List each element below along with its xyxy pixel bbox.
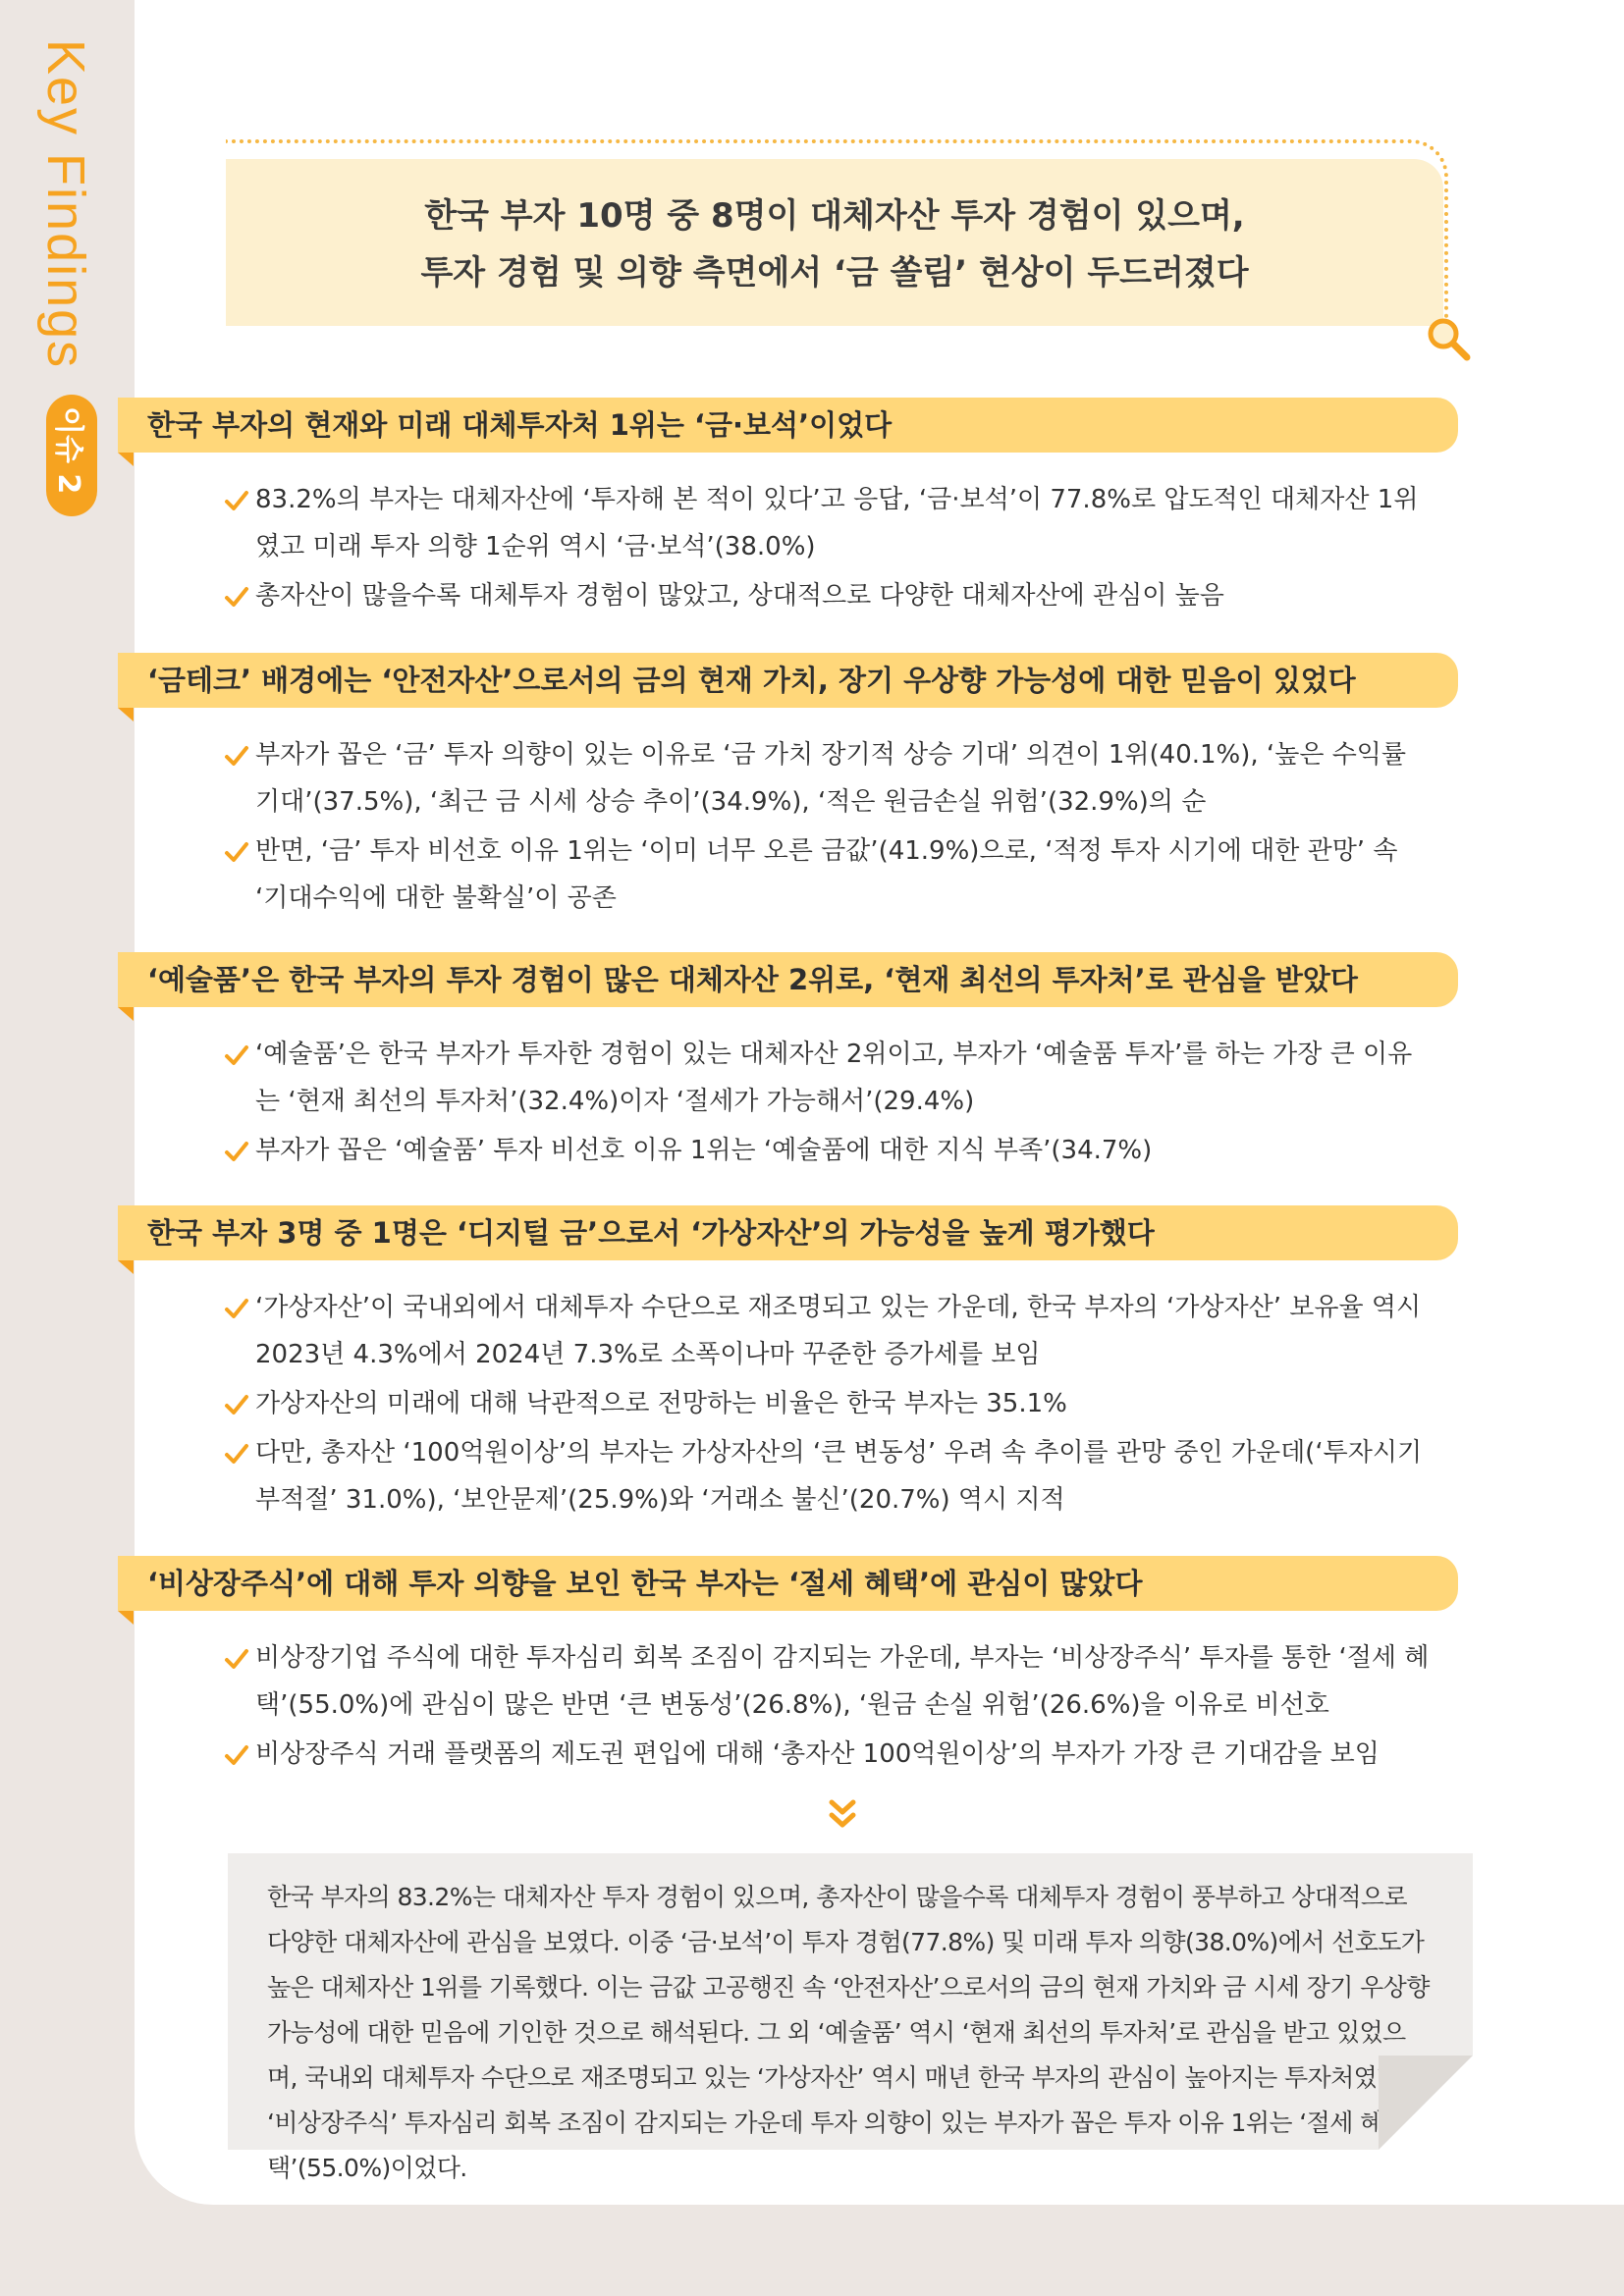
section-bullets-3 <box>224 1031 1432 1176</box>
check-icon <box>224 1646 249 1672</box>
section-tab <box>118 1007 134 1021</box>
section-title: 한국 부자의 현재와 미래 대체투자처 1위는 ‘금·보석’이었다 <box>147 408 893 442</box>
summary-text: 한국 부자의 83.2%는 대체자산 투자 경험이 있으며, 총자산이 많을수록 대체투자 경험이 풍부하고 상대적으로 다양한 대체자산에 관심을 보였다. 이중 ‘금·보석’이 투자 경험(77.8%) 및 미래 투자 의향(38.0%)에서 선호도가 높은 대체자산 1위를 기록했다. 이는 금값 고공행진 속 ‘안전자산’으로서의 금의 현재 가치와 금 시세 장기 우상향 가능성에 대한 믿음에 기인한 것으로 해석된다. 그 외 ‘예술품’ 역시 ‘현재 최선의 투자처’로 관심을 받고 있었으며, 국내외 대체투자 수단으로 재조명되고 있는 ‘가상자산’ 역시 매년 한국 부자의 관심이 높아지는 투자처였다. ‘비상장주식’ 투자심리 회복 조짐이 감지되는 가운데 투자 의향이 있는 부자가 꼽은 투자 이유 1위는 ‘절세 혜택’(55.0%)이었다. <box>267 1883 1430 2182</box>
section-bullets-5 <box>224 1634 1432 1780</box>
section-header-1 <box>118 398 1458 453</box>
bullet-item: 다만, 총자산 ‘100억원이상’의 부자는 가상자산의 ‘큰 변동성’ 우려 속 추이를 관망 중인 가운데(‘투자시기 부적절’ 31.0%), ‘보안문제’(25.9%)와 ‘거래소 불신’(20.7%) 역시 지적 <box>224 1429 1432 1523</box>
summary-box <box>228 1853 1473 2182</box>
section-header-4 <box>118 1205 1458 1260</box>
section-title: ‘금테크’ 배경에는 ‘안전자산’으로서의 금의 현재 가치, 장기 우상향 가능성에 대한 믿음이 있었다 <box>147 664 1356 697</box>
bullet-item: 비상장기업 주식에 대한 투자심리 회복 조짐이 감지되는 가운데, 부자는 ‘비상장주식’ 투자를 통한 ‘절세 혜택’(55.0%)에 관심이 많은 반면 ‘큰 변동성’(26.8%), ‘원금 손실 위험’(26.6%)을 이유로 비선호 <box>224 1634 1432 1729</box>
check-icon <box>224 584 249 610</box>
issue-badge-text: 이슈 2 <box>51 406 85 495</box>
side-title-text: Key Findings <box>36 39 95 370</box>
section-tab <box>118 1260 134 1274</box>
check-icon <box>224 488 249 513</box>
bullet-item: ‘가상자산’이 국내외에서 대체투자 수단으로 재조명되고 있는 가운데, 한국 부자의 ‘가상자산’ 보유율 역시 2023년 4.3%에서 2024년 7.3%로 소폭이나마 꾸준한 증가세를 보임 <box>224 1284 1432 1378</box>
section-title: 한국 부자 3명 중 1명은 ‘디지털 금’으로서 ‘가상자산’의 가능성을 높게 평가했다 <box>147 1216 1155 1250</box>
issue-badge <box>46 395 97 516</box>
section-tab <box>118 1611 134 1625</box>
bullet-item: 총자산이 많을수록 대체투자 경험이 많았고, 상대적으로 다양한 대체자산에 관심이 높음 <box>224 572 1432 619</box>
section-title: ‘비상장주식’에 대해 투자 의향을 보인 한국 부자는 ‘절세 혜택’에 관심이 많았다 <box>147 1567 1143 1600</box>
side-title <box>22 39 110 383</box>
headline-line-1: 한국 부자 10명 중 8명이 대체자산 투자 경험이 있으며, <box>424 196 1245 236</box>
section-bullets-4 <box>224 1284 1432 1525</box>
bullet-item: 반면, ‘금’ 투자 비선호 이유 1위는 ‘이미 너무 오른 금값’(41.9%)으로, ‘적정 투자 시기에 대한 관망’ 속 ‘기대수익에 대한 불확실’이 공존 <box>224 828 1432 922</box>
check-icon <box>224 1441 249 1467</box>
section-header-2 <box>118 653 1458 708</box>
check-icon <box>224 1742 249 1768</box>
section-header-3 <box>118 952 1458 1007</box>
section-bullets-1 <box>224 476 1432 621</box>
headline-box <box>226 139 1448 326</box>
bullet-item: 비상장주식 거래 플랫폼의 제도권 편입에 대해 ‘총자산 100억원이상’의 부자가 가장 큰 기대감을 보임 <box>224 1731 1432 1778</box>
magnifier-icon <box>1424 314 1473 363</box>
bullet-item: 83.2%의 부자는 대체자산에 ‘투자해 본 적이 있다’고 응답, ‘금·보석’이 77.8%로 압도적인 대체자산 1위였고 미래 투자 의향 1순위 역시 ‘금·보석’(38.0%) <box>224 476 1432 570</box>
check-icon <box>224 1392 249 1417</box>
bullet-item: 가상자산의 미래에 대해 낙관적으로 전망하는 비율은 한국 부자는 35.1% <box>224 1380 1432 1427</box>
check-icon <box>224 839 249 865</box>
page-fold <box>1379 2056 1473 2150</box>
section-bullets-2 <box>224 731 1432 924</box>
headline-line-2: 투자 경험 및 의향 측면에서 ‘금 쏠림’ 현상이 두드러졌다 <box>420 253 1249 293</box>
section-title: ‘예술품’은 한국 부자의 투자 경험이 많은 대체자산 2위로, ‘현재 최선의 투자처’로 관심을 받았다 <box>147 963 1358 996</box>
section-tab <box>118 453 134 466</box>
bullet-item: 부자가 꼽은 ‘예술품’ 투자 비선호 이유 1위는 ‘예술품에 대한 지식 부족’(34.7%) <box>224 1127 1432 1174</box>
double-chevron-down-icon <box>828 1798 857 1832</box>
section-tab <box>118 708 134 721</box>
check-icon <box>224 1042 249 1068</box>
headline <box>226 187 1443 301</box>
section-header-5 <box>118 1556 1458 1611</box>
bullet-item: 부자가 꼽은 ‘금’ 투자 의향이 있는 이유로 ‘금 가치 장기적 상승 기대’ 의견이 1위(40.1%), ‘높은 수익률 기대’(37.5%), ‘최근 금 시세 상승 추이’(34.9%), ‘적은 원금손실 위험’(32.9%)의 순 <box>224 731 1432 826</box>
check-icon <box>224 1296 249 1321</box>
bullet-item: ‘예술품’은 한국 부자가 투자한 경험이 있는 대체자산 2위이고, 부자가 ‘예술품 투자’를 하는 가장 큰 이유는 ‘현재 최선의 투자처’(32.4%)이자 ‘절세가 가능해서’(29.4%) <box>224 1031 1432 1125</box>
check-icon <box>224 1139 249 1164</box>
check-icon <box>224 743 249 769</box>
